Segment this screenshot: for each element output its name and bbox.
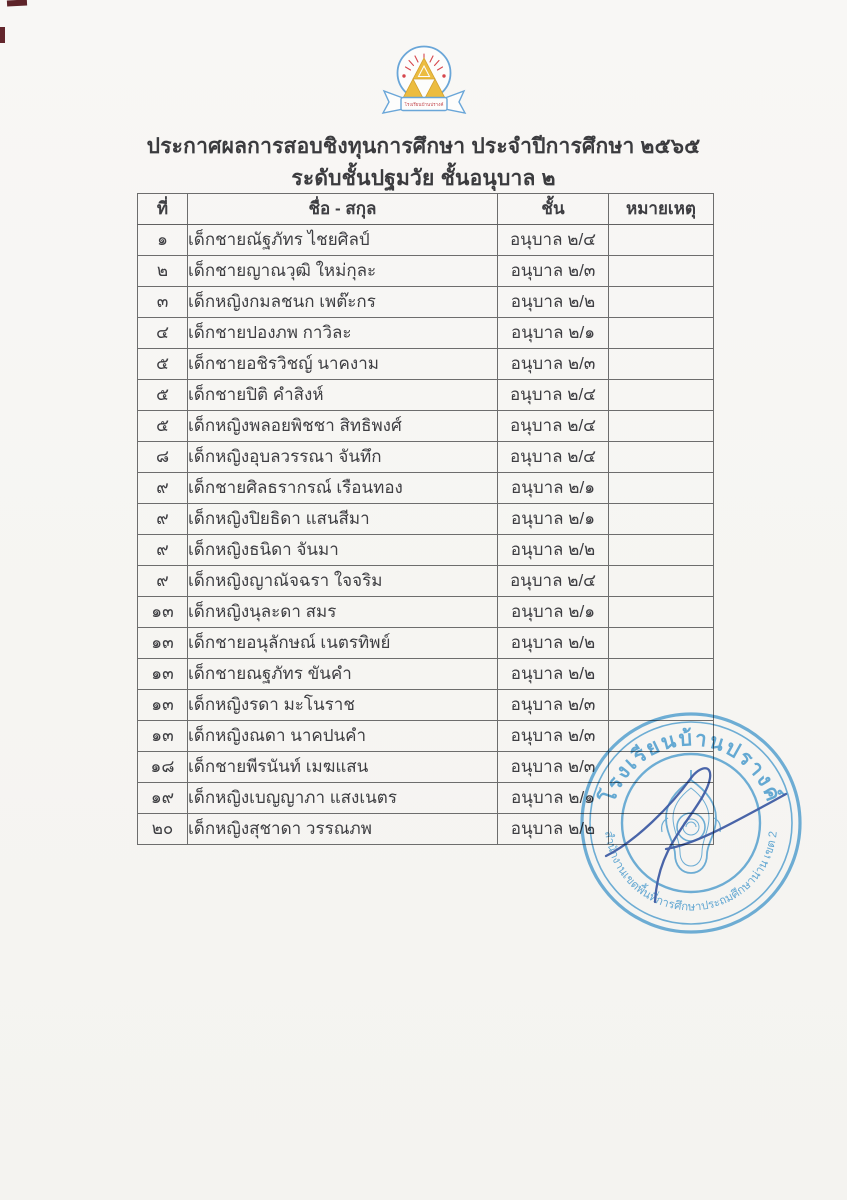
class-level: อนุบาล ๒/๑ — [498, 783, 609, 814]
remark-cell — [609, 566, 714, 597]
student-name: เด็กชายณฐภัทร ขันคำ — [188, 659, 498, 690]
class-level: อนุบาล ๒/๓ — [498, 721, 609, 752]
class-level: อนุบาล ๒/๑ — [498, 597, 609, 628]
remark-cell — [609, 659, 714, 690]
school-round-stamp-icon — [576, 706, 808, 946]
remark-cell — [609, 535, 714, 566]
scan-artifact — [7, 0, 27, 7]
school-crest-icon — [374, 42, 474, 128]
rank-number: ๙ — [138, 504, 188, 535]
rank-number: ๑๓ — [138, 597, 188, 628]
stamp-top-text: โรงเรียนบ้านปรางค์ — [596, 727, 786, 807]
rank-number: ๙ — [138, 473, 188, 504]
student-name: เด็กหญิงกมลชนก เพต๊ะกร — [188, 287, 498, 318]
student-name: เด็กหญิงธนิดา จันมา — [188, 535, 498, 566]
class-level: อนุบาล ๒/๒ — [498, 659, 609, 690]
table-row — [138, 318, 714, 349]
table-row — [138, 597, 714, 628]
student-name: เด็กหญิงรดา มะโนราช — [188, 690, 498, 721]
header-name: ชื่อ - สกุล — [188, 194, 498, 225]
remark-cell — [609, 380, 714, 411]
class-level: อนุบาล ๒/๓ — [498, 349, 609, 380]
class-level: อนุบาล ๒/๓ — [498, 690, 609, 721]
student-name: เด็กชายอนุลักษณ์ เนตรทิพย์ — [188, 628, 498, 659]
class-level: อนุบาล ๒/๔ — [498, 442, 609, 473]
student-name: เด็กชายปองภพ กาวิละ — [188, 318, 498, 349]
rank-number: ๑๓ — [138, 721, 188, 752]
table-row — [138, 256, 714, 287]
logo-ribbon-text: โรงเรียนบ้านปรางค์ — [404, 102, 444, 107]
student-name: เด็กชายปิติ คำสิงห์ — [188, 380, 498, 411]
student-name: เด็กชายพีรนันท์ เมฆแสน — [188, 752, 498, 783]
scan-artifact — [0, 27, 5, 43]
class-level: อนุบาล ๒/๒ — [498, 628, 609, 659]
page-subtitle: ระดับชั้นปฐมวัย ชั้นอนุบาล ๒ — [291, 167, 556, 190]
class-level: อนุบาล ๒/๔ — [498, 566, 609, 597]
table-row — [138, 535, 714, 566]
class-level: อนุบาล ๒/๑ — [498, 504, 609, 535]
student-name: เด็กหญิงปิยธิดา แสนสีมา — [188, 504, 498, 535]
class-level: อนุบาล ๒/๒ — [498, 535, 609, 566]
header-remark: หมายเหตุ — [609, 194, 714, 225]
table-row — [138, 349, 714, 380]
rank-number: ๑๓ — [138, 628, 188, 659]
student-name: เด็กชายณัฐภัทร ไชยศิลป์ — [188, 225, 498, 256]
class-level: อนุบาล ๒/๒ — [498, 287, 609, 318]
student-name: เด็กชายศิลธรากรณ์ เรือนทอง — [188, 473, 498, 504]
class-level: อนุบาล ๒/๑ — [498, 318, 609, 349]
student-name: เด็กหญิงพลอยพิชชา สิทธิพงศ์ — [188, 411, 498, 442]
rank-number: ๒ — [138, 256, 188, 287]
class-level: อนุบาล ๒/๒ — [498, 814, 609, 845]
rank-number: ๘ — [138, 442, 188, 473]
header-class: ชั้น — [498, 194, 609, 225]
rank-number: ๑๓ — [138, 690, 188, 721]
remark-cell — [609, 349, 714, 380]
remark-cell — [609, 504, 714, 535]
rank-number: ๕ — [138, 380, 188, 411]
class-level: อนุบาล ๒/๔ — [498, 225, 609, 256]
class-level: อนุบาล ๒/๔ — [498, 380, 609, 411]
table-row — [138, 411, 714, 442]
remark-cell — [609, 473, 714, 504]
table-row — [138, 442, 714, 473]
student-name: เด็กหญิงเบญญาภา แสงเนตร — [188, 783, 498, 814]
table-header-row — [138, 194, 714, 225]
remark-cell — [609, 318, 714, 349]
rank-number: ๑๓ — [138, 659, 188, 690]
table-row — [138, 659, 714, 690]
table-row — [138, 628, 714, 659]
rank-number: ๕ — [138, 411, 188, 442]
stamp-bottom-text: สำนักงานเขตพื้นที่การศึกษาประถมศึกษาน่าน เขต 2 — [602, 830, 780, 914]
rank-number: ๓ — [138, 287, 188, 318]
student-name: เด็กหญิงสุชาดา วรรณภพ — [188, 814, 498, 845]
remark-cell — [609, 442, 714, 473]
remark-cell — [609, 287, 714, 318]
table-row — [138, 504, 714, 535]
student-name: เด็กหญิงณดา นาคปนคำ — [188, 721, 498, 752]
class-level: อนุบาล ๒/๓ — [498, 752, 609, 783]
remark-cell — [609, 597, 714, 628]
student-name: เด็กหญิงนุละดา สมร — [188, 597, 498, 628]
class-level: อนุบาล ๒/๔ — [498, 411, 609, 442]
class-level: อนุบาล ๒/๓ — [498, 256, 609, 287]
title-block — [0, 131, 847, 195]
table-row — [138, 287, 714, 318]
remark-cell — [609, 411, 714, 442]
student-name: เด็กชายอชิรวิชญ์ นาคงาม — [188, 349, 498, 380]
header-number: ที่ — [138, 194, 188, 225]
rank-number: ๙ — [138, 535, 188, 566]
remark-cell — [609, 628, 714, 659]
table-row — [138, 225, 714, 256]
rank-number: ๙ — [138, 566, 188, 597]
student-name: เด็กหญิงอุบลวรรณา จันทึก — [188, 442, 498, 473]
rank-number: ๑ — [138, 225, 188, 256]
table-row — [138, 566, 714, 597]
remark-cell — [609, 256, 714, 287]
rank-number: ๑๘ — [138, 752, 188, 783]
rank-number: ๕ — [138, 349, 188, 380]
rank-number: ๒๐ — [138, 814, 188, 845]
remark-cell — [609, 225, 714, 256]
page-title: ประกาศผลการสอบชิงทุนการศึกษา ประจำปีการศึกษา ๒๕๖๕ — [146, 135, 701, 158]
student-name: เด็กหญิงญาณัจฉรา ใจจริม — [188, 566, 498, 597]
student-name: เด็กชายญาณวุฒิ ใหม่กุละ — [188, 256, 498, 287]
rank-number: ๑๙ — [138, 783, 188, 814]
table-row — [138, 380, 714, 411]
rank-number: ๔ — [138, 318, 188, 349]
class-level: อนุบาล ๒/๑ — [498, 473, 609, 504]
table-row — [138, 473, 714, 504]
